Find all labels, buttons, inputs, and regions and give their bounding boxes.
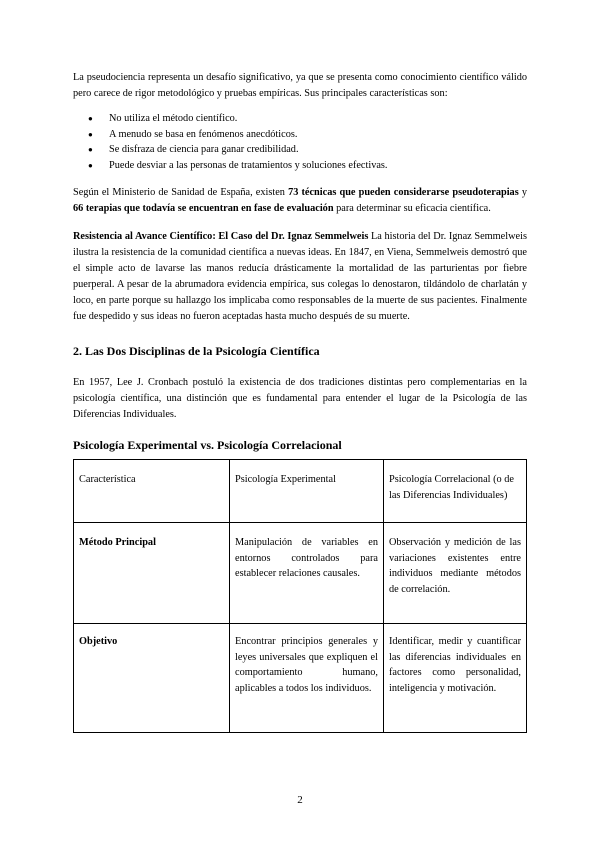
evaluation-count: 66 terapias que todavía se encuentran en fase de evaluación (73, 203, 334, 214)
bullet-icon: ● (88, 160, 93, 170)
table-header-cell: Psicología Experimental (230, 460, 384, 523)
page-number: 2 (297, 794, 303, 806)
table-cell: Identificar, medir y cuantificar las diferencias individuales en factores como personalidad, inteligencia y motivación. (384, 624, 527, 733)
table-header-cell: Característica (74, 460, 230, 523)
table-header-cell: Psicología Correlacional (o de las Diferencias Individuales) (384, 460, 527, 523)
table-row (74, 624, 527, 733)
table-row-label: Objetivo (74, 624, 230, 733)
list-item: ● Se disfraza de ciencia para ganar credibilidad. (73, 142, 527, 158)
cronbach-paragraph: En 1957, Lee J. Cronbach postuló la existencia de dos tradiciones distintas pero complementarias en la psicología científica, una distinción que es fundamental para entender el lugar de la Psicología de las Diferencias Individuales. (73, 377, 527, 420)
table-header-row (74, 460, 527, 523)
section-title: 2. Las Dos Disciplinas de la Psicología Científica (73, 344, 320, 358)
list-item: ● Puede desviar a las personas de tratamientos y soluciones efectivas. (73, 158, 527, 174)
table-cell: Encontrar principios generales y leyes universales que expliquen el comportamiento humano, aplicables a todos los individuos. (230, 624, 384, 733)
comparison-table (73, 459, 527, 733)
table-title: Psicología Experimental vs. Psicología Correlacional (73, 438, 342, 452)
bullet-icon: ● (88, 114, 93, 123)
ministry-paragraph: Según el Ministerio de Sanidad de España, existen 73 técnicas que pueden considerarse pseudoterapias y 66 terapias que todavía se encuentran en fase de evaluación para determinar su eficacia científica. (73, 187, 527, 214)
semmelweis-paragraph: Resistencia al Avance Científico: El Caso del Dr. Ignaz Semmelweis La historia del Dr. Ignaz Semmelweis ilustra la resistencia de la comunidad científica a nuevas ideas. En 1847, en Viena, Semmelweis demostró que el simple acto de lavarse las manos reducía drásticamente la mortalidad de las parturientas por fiebre puerperal. A pesar de la abrumadora evidencia empírica, sus colegas lo denostaron, tildándolo de charlatán y loco, en parte porque su hallazgo los implicaba como responsables de la muerte de sus pacientes. Finalmente fue despedido y sus ideas no fueron aceptadas hasta mucho después de su muerte. (73, 231, 527, 322)
bullet-icon: ● (88, 129, 93, 139)
list-item: ● A menudo se basa en fenómenos anecdóticos. (73, 127, 527, 143)
table-row-label: Método Principal (74, 523, 230, 624)
page-content (73, 70, 527, 733)
table-row (74, 523, 527, 624)
table-cell: Manipulación de variables en entornos controlados para establecer relaciones causales. (230, 523, 384, 624)
characteristics-list (73, 111, 527, 173)
table-cell: Observación y medición de las variaciones existentes entre individuos mediante métodos de correlación. (384, 523, 527, 624)
semmelweis-heading: Resistencia al Avance Científico: El Caso del Dr. Ignaz Semmelweis (73, 231, 369, 242)
list-item: ● No utiliza el método científico. (73, 111, 527, 127)
bullet-icon: ● (88, 145, 93, 154)
pseudotherapy-count: 73 técnicas que pueden considerarse pseudoterapias (288, 187, 519, 198)
intro-paragraph: La pseudociencia representa un desafío significativo, ya que se presenta como conocimiento científico válido pero carece de rigor metodológico y pruebas empíricas. Sus principales características son: (73, 72, 527, 99)
